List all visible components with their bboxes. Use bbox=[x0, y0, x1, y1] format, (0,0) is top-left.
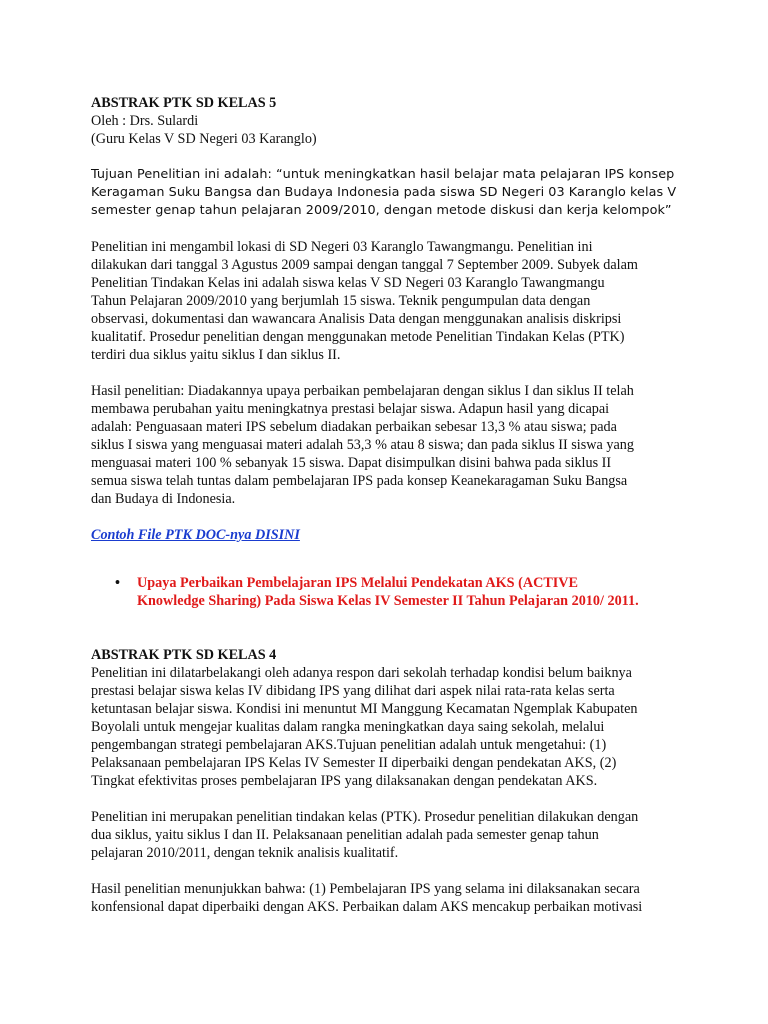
section-kelas-4 bbox=[91, 646, 681, 916]
section-kelas-5 bbox=[91, 94, 681, 544]
section-5-aim-paragraph bbox=[91, 166, 681, 220]
text-line: Penelitian ini dilatarbelakangi oleh adanya respon dari sekolah terhadap kondisi belum baiknya bbox=[91, 665, 632, 681]
text-line: ketuntasan belajar siswa. Kondisi ini menuntut MI Manggung Kecamatan Ngemplak Kabupaten bbox=[91, 701, 638, 717]
text-line: Knowledge Sharing) Pada Siswa Kelas IV Semester II Tahun Pelajaran 2010/ 2011. bbox=[137, 593, 639, 609]
text-line: semua siswa telah tuntas dalam pembelajaran IPS pada konsep Keanekaragaman Suku Bangsa bbox=[91, 473, 628, 489]
related-article-list bbox=[91, 574, 681, 610]
download-ptk-doc-link[interactable]: Contoh File PTK DOC-nya DISINI bbox=[91, 527, 300, 543]
text-line: Tahun Pelajaran 2009/2010 yang berjumlah 15 siswa. Teknik pengumpulan data dengan bbox=[91, 293, 591, 309]
text-line: pengembangan strategi pembelajaran AKS.Tujuan penelitian adalah untuk mengetahui: (1) bbox=[91, 737, 607, 753]
section-4-result-paragraph bbox=[91, 880, 681, 916]
text-line: siklus I siswa yang menguasai materi adalah 53,3 % atau 8 siswa; dan pada siklus II siswa yang bbox=[91, 437, 634, 453]
section-4-method-paragraph bbox=[91, 808, 681, 862]
text-line: membawa perubahan yaitu meningkatnya prestasi belajar siswa. Adapun hasil yang dicapai bbox=[91, 401, 610, 417]
text-line: dua siklus, yaitu siklus I dan II. Pelaksanaan penelitian adalah pada semester genap tahun bbox=[91, 827, 599, 843]
text-line: Penelitian ini mengambil lokasi di SD Negeri 03 Karanglo Tawangmangu. Penelitian ini bbox=[91, 239, 593, 255]
text-line: Tingkat efektivitas proses pembelajaran IPS yang dilaksanakan dengan pendekatan AKS. bbox=[91, 773, 598, 789]
text-line: Penelitian ini merupakan penelitian tindakan kelas (PTK). Prosedur penelitian dilakukan dengan bbox=[91, 809, 639, 825]
section-4-heading: ABSTRAK PTK SD KELAS 4 bbox=[91, 647, 277, 663]
text-line: Hasil penelitian: Diadakannya upaya perbaikan pembelajaran dengan siklus I dan siklus II telah bbox=[91, 383, 634, 399]
text-line: Pelaksanaan pembelajaran IPS Kelas IV Semester II diperbaiki dengan pendekatan AKS, (2) bbox=[91, 755, 617, 771]
text-line: Penelitian Tindakan Kelas ini adalah siswa kelas V SD Negeri 03 Karanglo Tawangmangu bbox=[91, 275, 605, 291]
section-4-background-paragraph bbox=[91, 664, 681, 790]
text-line: pelajaran 2010/2011, dengan teknik analisis kualitatif. bbox=[91, 845, 399, 861]
text-line: kualitatif. Prosedur penelitian dengan menggunakan metode Penelitian Tindakan Kelas (PTK) bbox=[91, 329, 625, 345]
text-line: semester genap tahun pelajaran 2009/2010, dengan metode diskusi dan kerja kelompok” bbox=[91, 203, 672, 218]
bullet-icon: • bbox=[115, 575, 120, 591]
section-5-heading: ABSTRAK PTK SD KELAS 5 bbox=[91, 95, 277, 111]
text-line: konfensional dapat diperbaiki dengan AKS. Perbaikan dalam AKS mencakup perbaikan motivasi bbox=[91, 899, 643, 915]
section-5-affiliation: (Guru Kelas V SD Negeri 03 Karanglo) bbox=[91, 131, 317, 147]
text-line: Tujuan Penelitian ini adalah: “untuk meningkatkan hasil belajar mata pelajaran IPS konsep bbox=[91, 167, 675, 182]
text-line: Upaya Perbaikan Pembelajaran IPS Melalui Pendekatan AKS (ACTIVE bbox=[137, 575, 579, 591]
text-line: menguasai materi 100 % sebanyak 15 siswa. Dapat disimpulkan disini bahwa pada siklus II bbox=[91, 455, 612, 471]
text-line: Keragaman Suku Bangsa dan Budaya Indonesia pada siswa SD Negeri 03 Karanglo kelas V bbox=[91, 185, 677, 200]
text-line: terdiri dua siklus yaitu siklus I dan siklus II. bbox=[91, 347, 341, 363]
list-item bbox=[91, 574, 681, 610]
text-line: observasi, dokumentasi dan wawancara Analisis Data dengan menggunakan analisis diskripsi bbox=[91, 311, 622, 327]
text-line: dilakukan dari tanggal 3 Agustus 2009 sampai dengan tanggal 7 September 2009. Subyek dalam bbox=[91, 257, 638, 273]
download-link-row bbox=[91, 526, 681, 544]
text-line: Hasil penelitian menunjukkan bahwa: (1) Pembelajaran IPS yang selama ini dilaksanakan secara bbox=[91, 881, 640, 897]
section-5-method-paragraph bbox=[91, 238, 681, 364]
section-5-result-paragraph bbox=[91, 382, 681, 508]
text-line: prestasi belajar siswa kelas IV dibidang IPS yang dilihat dari aspek nilai rata-rata kelas serta bbox=[91, 683, 615, 699]
section-5-author: Oleh : Drs. Sulardi bbox=[91, 113, 199, 129]
text-line: dan Budaya di Indonesia. bbox=[91, 491, 236, 507]
text-line: Boyolali untuk mengejar kualitas dalam rangka meningkatkan daya saing sekolah, melalui bbox=[91, 719, 605, 735]
text-line: adalah: Penguasaan materi IPS sebelum diadakan perbaikan sebesar 13,3 % atau siswa; pada bbox=[91, 419, 617, 435]
